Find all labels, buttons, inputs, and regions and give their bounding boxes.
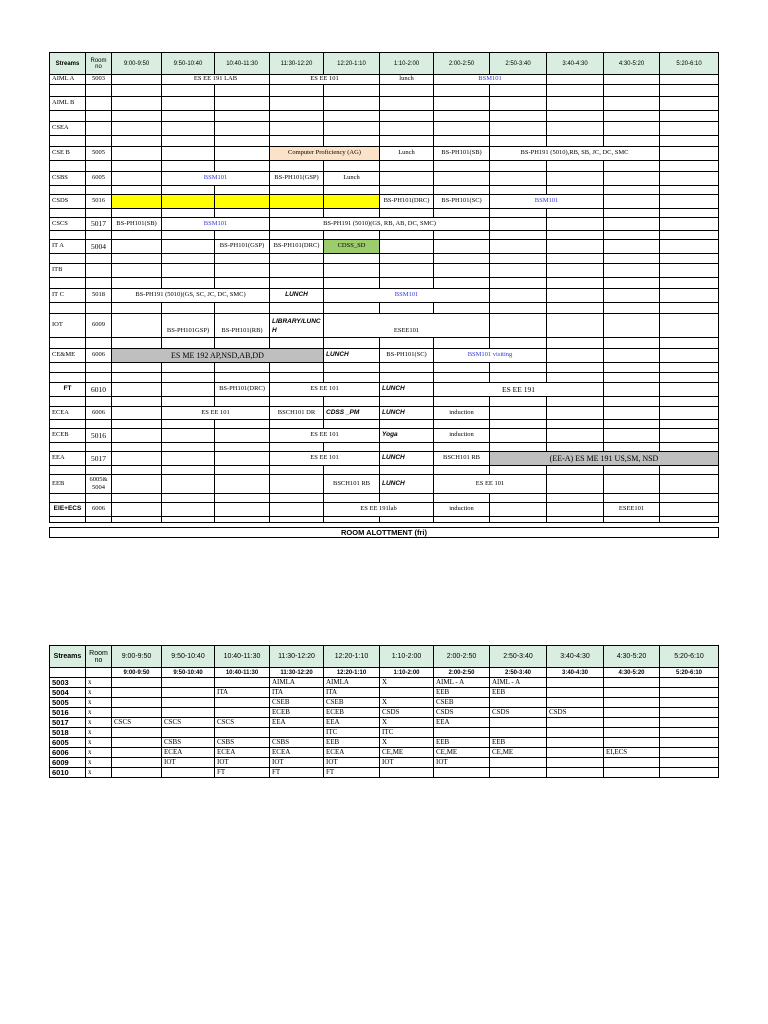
table-row (50, 383, 719, 397)
allotment-cell (112, 738, 162, 748)
allotment-cell: IOT (270, 758, 324, 768)
room-cell: 6006 (86, 407, 112, 420)
table-row (50, 264, 719, 278)
stream-cell: IT C (50, 289, 86, 303)
allotment-cell: AIMLA (270, 678, 324, 688)
class-cell: BS-PH101(DRC) (270, 240, 324, 254)
stream-cell: CSDS (50, 195, 86, 209)
mark-cell: x (86, 708, 112, 718)
allotment-cell: ITA (270, 688, 324, 698)
header-slot: 1:10-2:00 (380, 53, 434, 75)
allotment-cell (660, 718, 719, 728)
allotment-cell (660, 698, 719, 708)
table-row (50, 768, 719, 778)
table-row (50, 718, 719, 728)
allotment-cell: FT (324, 768, 380, 778)
allotment-cell: AIML - A (434, 678, 490, 688)
allotment-cell (112, 678, 162, 688)
allotment-cell: EEA (324, 718, 380, 728)
header-row (50, 646, 719, 668)
table-row (50, 728, 719, 738)
subheader-slot: 3:40-4:30 (547, 668, 604, 678)
class-cell: ESEE101 (324, 314, 490, 338)
allotment-cell (490, 768, 547, 778)
allotment-cell: X (380, 698, 434, 708)
room-cell: 5004 (86, 240, 112, 254)
allotment-cell (660, 708, 719, 718)
allotment-cell (215, 678, 270, 688)
allotment-cell: ITC (380, 728, 434, 738)
allotment-cell: ECEA (215, 748, 270, 758)
allotment-cell (660, 728, 719, 738)
table-row (50, 407, 719, 420)
header-room: Room no (86, 53, 112, 75)
allotment-cell: AIML - A (490, 678, 547, 688)
header-slot: 5:20-6:10 (660, 53, 719, 75)
allotment-cell: CSDS (547, 708, 604, 718)
header-slot: 12:20-1:10 (324, 53, 380, 75)
allotment-cell: AIMLA (324, 678, 380, 688)
allotment-cell: CSCS (112, 718, 162, 728)
class-cell: ES EE 101 (162, 407, 270, 420)
allotment-cell: ITC (324, 728, 380, 738)
allotment-cell (604, 768, 660, 778)
room-allotment-caption: ROOM ALOTTMENT (fri) (49, 527, 719, 538)
allotment-cell: CSEB (324, 698, 380, 708)
class-cell: induction (434, 503, 490, 517)
table-row (50, 195, 719, 209)
allotment-cell (660, 738, 719, 748)
allotment-cell: CSEB (434, 698, 490, 708)
allotment-cell (547, 748, 604, 758)
stream-cell: IOT (50, 314, 86, 338)
room-cell (86, 475, 112, 494)
allotment-cell (547, 718, 604, 728)
subheader-slot: 10:40-11:30 (215, 668, 270, 678)
allotment-cell: CSDS (490, 708, 547, 718)
class-cell: BSM101 (162, 172, 270, 186)
class-cell: ES EE 191lab (324, 503, 434, 517)
class-cell: BSM101 (490, 195, 604, 209)
room-cell: 5016 (86, 195, 112, 209)
class-cell: Lunch (324, 172, 380, 186)
header-slot: 4:30-5:20 (604, 646, 660, 668)
allotment-cell (604, 708, 660, 718)
class-cell: ES ME 192 AP,NSD,AB,DD (112, 349, 324, 363)
header-slot: 9:00-9:50 (112, 646, 162, 668)
allotment-cell: EEB (324, 738, 380, 748)
table-row (50, 475, 719, 494)
allotment-cell: ECEA (324, 748, 380, 758)
room-cell: 5017 (86, 452, 112, 466)
stream-cell: AIML B (50, 97, 86, 111)
stream-cell: AIML A (50, 75, 86, 85)
room-cell: 6006 (86, 503, 112, 517)
allotment-cell (380, 768, 434, 778)
allotment-cell: CSEB (270, 698, 324, 708)
header-slot: 4:30-5:20 (604, 53, 660, 75)
allotment-cell: ECEA (270, 748, 324, 758)
allotment-cell: FT (270, 768, 324, 778)
allotment-cell (490, 758, 547, 768)
class-cell: CDSS _PM (324, 407, 380, 420)
class-cell: lunch (380, 75, 434, 85)
allotment-cell (215, 698, 270, 708)
table-row (50, 429, 719, 443)
allotment-cell: CE,ME (380, 748, 434, 758)
class-cell: BS-PH101(SC) (380, 349, 434, 363)
stream-cell: CSEA (50, 122, 86, 136)
mark-cell: x (86, 758, 112, 768)
room-number-cell: 6010 (50, 768, 86, 778)
allotment-cell (604, 698, 660, 708)
header-slot: 10:40-11:30 (215, 53, 270, 75)
class-cell: induction (434, 407, 490, 420)
stream-cell: EIE+ECS (50, 503, 86, 517)
class-cell: BS-PH101(GSP) (270, 172, 324, 186)
allotment-cell (162, 708, 215, 718)
allotment-cell (490, 698, 547, 708)
table-row (50, 678, 719, 688)
room-number-cell: 5016 (50, 708, 86, 718)
allotment-cell (547, 758, 604, 768)
class-cell: Computer Proficiency (AG) (270, 147, 380, 161)
allotment-cell (112, 758, 162, 768)
allotment-cell: EEA (434, 718, 490, 728)
room-number-cell: 5018 (50, 728, 86, 738)
allotment-cell (112, 698, 162, 708)
stream-cell: CSBS (50, 172, 86, 186)
header-slot: 1:10-2:00 (380, 646, 434, 668)
class-cell: ES EE 101 (270, 429, 380, 443)
header-slot: 2:50-3:40 (490, 53, 547, 75)
allotment-cell (660, 758, 719, 768)
allotment-cell (434, 728, 490, 738)
header-streams: Streams (50, 646, 86, 668)
table-row (50, 240, 719, 254)
allotment-cell (112, 748, 162, 758)
allotment-cell (660, 678, 719, 688)
class-cell: BS-PH101GSP) (162, 314, 215, 338)
mark-cell: x (86, 768, 112, 778)
class-cell: BS-PH191 (5010)(GS, RB, AB, DC, SMC) (270, 218, 490, 231)
class-cell: BS-PH101(RB) (215, 314, 270, 338)
class-cell: ES EE 191 LAB (162, 75, 270, 85)
header-slot: 9:50-10:40 (162, 53, 215, 75)
stream-cell: FT (50, 383, 86, 397)
header-room: Room no (86, 646, 112, 668)
allotment-cell (270, 728, 324, 738)
header-slot: 9:00-9:50 (112, 53, 162, 75)
allotment-cell: X (380, 738, 434, 748)
allotment-cell (112, 728, 162, 738)
room-number-cell: 5017 (50, 718, 86, 728)
mark-cell: x (86, 678, 112, 688)
header-slot: 10:40-11:30 (215, 646, 270, 668)
subheader-row (50, 668, 719, 678)
stream-cell: ITB (50, 264, 86, 278)
allotment-cell: EEA (270, 718, 324, 728)
room-cell: 5017 (86, 218, 112, 231)
allotment-cell: EEB (434, 688, 490, 698)
allotment-cell: CE,ME (490, 748, 547, 758)
allotment-cell: ITA (215, 688, 270, 698)
allotment-cell (112, 688, 162, 698)
mark-cell: x (86, 688, 112, 698)
allotment-cell (547, 728, 604, 738)
room-cell: 6006 (86, 349, 112, 363)
stream-cell: CSE B (50, 147, 86, 161)
table-row (50, 688, 719, 698)
header-slot: 2:50-3:40 (490, 646, 547, 668)
class-cell: induction (434, 429, 490, 443)
header-slot: 11:30-12:20 (270, 53, 324, 75)
class-cell: ES EE 101 (434, 475, 547, 494)
stream-cell: EEA (50, 452, 86, 466)
allotment-cell (162, 688, 215, 698)
room-allotment-table (49, 645, 719, 778)
stream-cell: CE&ME (50, 349, 86, 363)
allotment-cell (162, 728, 215, 738)
class-cell: Yoga (380, 429, 434, 443)
class-cell: ES EE 101 (270, 452, 380, 466)
room-cell: 5016 (86, 429, 112, 443)
table-row (50, 748, 719, 758)
allotment-cell: CSBS (162, 738, 215, 748)
allotment-cell (547, 768, 604, 778)
allotment-cell: CSBS (270, 738, 324, 748)
allotment-cell (215, 728, 270, 738)
class-cell: LUNCH (380, 383, 434, 397)
room-cell: 6010 (86, 383, 112, 397)
allotment-cell (660, 748, 719, 758)
allotment-cell (490, 718, 547, 728)
table-row (50, 452, 719, 466)
class-cell: BS-PH101(DRC) (215, 383, 270, 397)
class-cell: BS-PH101(DRC) (380, 195, 434, 209)
allotment-cell (547, 678, 604, 688)
allotment-cell: EEB (490, 688, 547, 698)
header-slot: 11:30-12:20 (270, 646, 324, 668)
allotment-cell: CSCS (215, 718, 270, 728)
allotment-cell (604, 728, 660, 738)
class-cell: BS-PH101(SC) (434, 195, 490, 209)
table-row (50, 172, 719, 186)
table-row (50, 738, 719, 748)
mark-cell: x (86, 738, 112, 748)
allotment-cell: ITA (324, 688, 380, 698)
room-number-cell: 5004 (50, 688, 86, 698)
allotment-cell: CE,ME (434, 748, 490, 758)
subheader-slot: 9:00-9:50 (112, 668, 162, 678)
class-cell: LUNCH (380, 452, 434, 466)
allotment-cell: EI,ECS (604, 748, 660, 758)
table-row (50, 698, 719, 708)
room-number-cell: 6005 (50, 738, 86, 748)
table-row (50, 218, 719, 231)
allotment-cell (604, 718, 660, 728)
table-row (50, 147, 719, 161)
allotment-cell: IOT (324, 758, 380, 768)
subheader-slot: 9:50-10:40 (162, 668, 215, 678)
room-text: 6005& (89, 476, 108, 483)
allotment-cell (162, 768, 215, 778)
allotment-cell (162, 698, 215, 708)
stream-cell: CSCS (50, 218, 86, 231)
header-slot: 2:00-2:50 (434, 53, 490, 75)
room-cell: 5005 (86, 147, 112, 161)
allotment-cell: ECEB (324, 708, 380, 718)
allotment-cell (547, 698, 604, 708)
mark-cell: x (86, 718, 112, 728)
subheader-slot: 1:10-2:00 (380, 668, 434, 678)
subheader-slot: 11:30-12:20 (270, 668, 324, 678)
allotment-cell (547, 688, 604, 698)
class-cell: BS-PH101(SB) (112, 218, 162, 231)
room-cell: 6005 (86, 172, 112, 186)
allotment-cell: IOT (162, 758, 215, 768)
class-cell: LUNCH (270, 289, 324, 303)
class-cell: LUNCH (324, 349, 380, 363)
room-text: 5004 (92, 484, 105, 491)
header-streams: Streams (50, 53, 86, 75)
table-row (50, 122, 719, 136)
class-cell: LUNCH (380, 475, 434, 494)
header-slot: 2:00-2:50 (434, 646, 490, 668)
allotment-rows (50, 678, 719, 778)
class-cell: ESEE101 (604, 503, 660, 517)
allotment-cell (547, 738, 604, 748)
timetable (49, 52, 719, 523)
class-cell (270, 314, 324, 338)
stream-cell: ECEA (50, 407, 86, 420)
class-cell: BSCH101 RB (434, 452, 490, 466)
allotment-cell: CSBS (215, 738, 270, 748)
allotment-cell: ECEA (162, 748, 215, 758)
allotment-cell: ECEB (270, 708, 324, 718)
class-cell: BS-PH191 (5010),RB, SB, JC, DC, SMC (490, 147, 660, 161)
room-number-cell: 5005 (50, 698, 86, 708)
allotment-cell: EEB (434, 738, 490, 748)
room-cell: 6009 (86, 314, 112, 338)
allotment-cell: CSDS (380, 708, 434, 718)
subheader-slot: 2:00-2:50 (434, 668, 490, 678)
allotment-cell (604, 688, 660, 698)
header-slot: 3:40-4:30 (547, 646, 604, 668)
subheader-slot: 4:30-5:20 (604, 668, 660, 678)
class-cell: BSCH101 DR (270, 407, 324, 420)
class-cell: ES EE 191 (434, 383, 604, 397)
library-lunch-text: H (272, 326, 277, 334)
allotment-cell (112, 768, 162, 778)
room-number-cell: 5003 (50, 678, 86, 688)
allotment-cell (162, 678, 215, 688)
allotment-cell: IOT (434, 758, 490, 768)
mark-cell: x (86, 748, 112, 758)
header-slot: 9:50-10:40 (162, 646, 215, 668)
allotment-cell: X (380, 718, 434, 728)
header-slot: 3:40-4:30 (547, 53, 604, 75)
allotment-cell: CSCS (162, 718, 215, 728)
room-number-cell: 6009 (50, 758, 86, 768)
allotment-cell (434, 768, 490, 778)
class-cell: BSM101 (324, 289, 490, 303)
table-row (50, 503, 719, 517)
allotment-cell: X (380, 678, 434, 688)
class-cell: CDSS_SD (324, 240, 380, 254)
subheader-slot: 5:20-6:10 (660, 668, 719, 678)
header-row (50, 53, 719, 75)
table-row (50, 289, 719, 303)
class-cell: ES EE 101 (270, 383, 380, 397)
class-cell: Lunch (380, 147, 434, 161)
class-cell: BSM101 visiting (434, 349, 547, 363)
class-cell: LUNCH (380, 407, 434, 420)
allotment-cell (490, 728, 547, 738)
class-cell: BS-PH191 (5010)(GS, SC, JC, DC, SMC) (112, 289, 270, 303)
room-cell: 5018 (86, 289, 112, 303)
allotment-cell: IOT (215, 758, 270, 768)
allotment-cell (660, 688, 719, 698)
class-cell: BS-PH101(SB) (434, 147, 490, 161)
allotment-cell: EEB (490, 738, 547, 748)
allotment-cell (604, 678, 660, 688)
subheader-slot: 12:20-1:10 (324, 668, 380, 678)
stream-cell: EEB (50, 475, 86, 494)
class-cell: BSCH101 RB (324, 475, 380, 494)
class-cell: BSM101 (434, 75, 547, 85)
class-cell: (EE-A) ES ME 191 US,SM, NSD (490, 452, 719, 466)
allotment-cell: FT (215, 768, 270, 778)
allotment-cell: IOT (380, 758, 434, 768)
table-row (50, 97, 719, 111)
stream-cell: ECEB (50, 429, 86, 443)
room-cell: 5003 (86, 75, 112, 85)
room-number-cell: 6006 (50, 748, 86, 758)
table-row (50, 349, 719, 363)
mark-cell: x (86, 698, 112, 708)
header-slot: 5:20-6:10 (660, 646, 719, 668)
allotment-cell (380, 688, 434, 698)
allotment-cell (112, 708, 162, 718)
allotment-cell (660, 768, 719, 778)
class-cell: BS-PH101(GSP) (215, 240, 270, 254)
table-row (50, 758, 719, 768)
allotment-cell (215, 708, 270, 718)
table-row (50, 75, 719, 85)
allotment-cell: CSDS (434, 708, 490, 718)
table-row (50, 708, 719, 718)
allotment-cell (604, 758, 660, 768)
library-lunch-text: LIBRARY/LUNC (272, 317, 321, 325)
header-slot: 12:20-1:10 (324, 646, 380, 668)
class-cell: BSM101 (162, 218, 270, 231)
mark-cell: x (86, 728, 112, 738)
stream-cell: IT A (50, 240, 86, 254)
allotment-cell (604, 738, 660, 748)
table-row (50, 314, 719, 338)
class-cell: ES EE 101 (270, 75, 380, 85)
subheader-slot: 2:50-3:40 (490, 668, 547, 678)
